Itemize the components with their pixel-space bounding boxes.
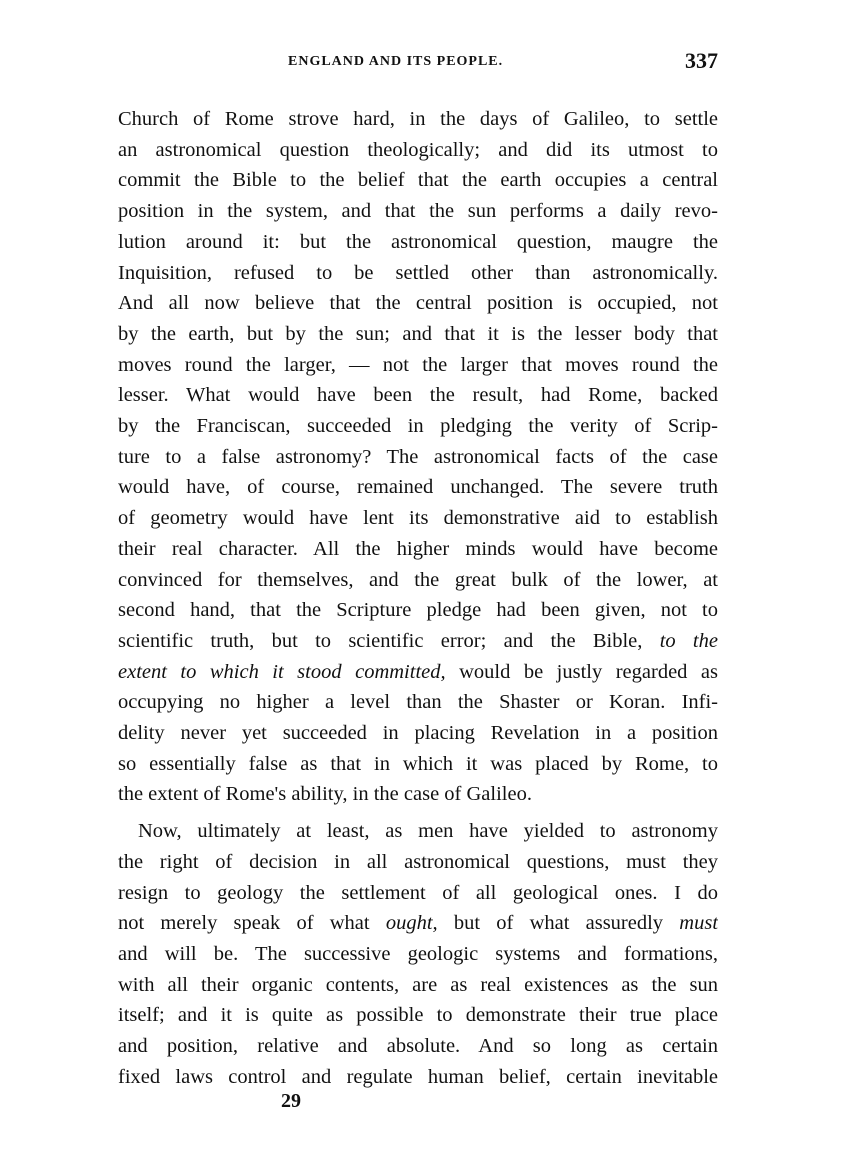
text-line <box>118 442 718 472</box>
text-run: would have, of course, remained unchanged. The severe truth <box>118 476 718 499</box>
text-run: Inquisition, refused to be settled other than astronomically. <box>118 261 718 284</box>
text-line <box>118 350 718 380</box>
text-line <box>118 319 718 349</box>
page-number: 337 <box>685 48 718 73</box>
text-run: an astronomical question theologically; and did its utmost to <box>118 138 718 161</box>
italic-text: to the <box>659 629 718 652</box>
text-line <box>118 104 718 134</box>
text-run: the right of decision in all astronomical questions, must they <box>118 850 718 873</box>
text-run: resign to geology the settlement of all geological ones. I do <box>118 881 718 904</box>
text-line <box>118 196 718 226</box>
text-run: not merely speak of what <box>118 912 386 935</box>
text-run: ture to a false astronomy? The astronomical facts of the case <box>118 445 718 468</box>
text-line <box>118 779 718 809</box>
text-line <box>118 534 718 564</box>
text-line <box>118 472 718 502</box>
text-run: Church of Rome strove hard, in the days of Galileo, to settle <box>118 108 718 130</box>
text-line <box>118 847 718 877</box>
text-line <box>118 380 718 410</box>
text-run: moves round the larger, — not the larger that moves round the <box>118 353 718 376</box>
text-line <box>118 411 718 441</box>
text-run: so essentially false as that in which it was placed by Rome, to <box>118 752 718 775</box>
text-line <box>118 939 718 969</box>
text-line <box>118 288 718 318</box>
text-run: their real character. All the higher minds would have become <box>118 537 718 560</box>
text-line <box>118 878 718 908</box>
text-line <box>118 227 718 257</box>
text-run: occupying no higher a level than the Shaster or Koran. Infi- <box>118 691 718 714</box>
text-run: and position, relative and absolute. And so long as certain <box>118 1035 718 1057</box>
text-line <box>118 503 718 533</box>
text-run: commit the Bible to the belief that the earth occupies a central <box>118 169 718 192</box>
text-run: fixed laws control and regulate human belief, certain inevitable <box>118 1065 718 1088</box>
text-run: and will be. The successive geologic systems and formations, <box>118 942 718 965</box>
text-line <box>118 718 718 748</box>
running-title: ENGLAND AND ITS PEOPLE. <box>288 54 504 69</box>
text-run: And all now believe that the central position is occupied, not <box>118 292 718 315</box>
italic-text: extent to which it stood committed, <box>118 660 446 683</box>
text-line <box>118 1062 718 1092</box>
text-run: with all their organic contents, are as real existences as the sun <box>118 973 718 996</box>
text-line <box>118 165 718 195</box>
text-line <box>118 970 718 1000</box>
text-run: of geometry would have lent its demonstrative aid to establish <box>118 507 718 530</box>
text-run: position in the system, and that the sun performs a daily revo- <box>118 200 718 223</box>
text-line <box>118 258 718 288</box>
text-line <box>118 1000 718 1030</box>
text-run: second hand, that the Scripture pledge had been given, not to <box>118 599 718 622</box>
text-line <box>118 749 718 779</box>
text-line <box>118 657 718 687</box>
text-run: Now, ultimately at least, as men have yielded to astronomy <box>138 820 718 843</box>
text-line <box>118 626 718 656</box>
text-line <box>118 135 718 165</box>
text-run: delity never yet succeeded in placing Revelation in a position <box>118 722 718 744</box>
text-run: by the Franciscan, succeeded in pledging the verity of Scrip- <box>118 415 718 437</box>
text-run: would be justly regarded as <box>445 660 718 683</box>
text-run: convinced for themselves, and the great bulk of the lower, at <box>118 568 718 591</box>
signature-mark: 29 <box>281 1090 301 1112</box>
italic-text: ought, <box>385 912 438 935</box>
text-line <box>118 816 718 846</box>
text-line <box>118 687 718 717</box>
italic-text: must <box>679 912 718 935</box>
text-run: but of what assuredly <box>437 912 680 935</box>
text-line <box>118 595 718 625</box>
text-run: lesser. What would have been the result, had Rome, backed <box>118 384 718 407</box>
text-run: scientific truth, but to scientific error; and the Bible, <box>118 629 660 652</box>
text-run: the extent of Rome's ability, in the case of Galileo. <box>118 783 532 806</box>
text-run: lution around it: but the astronomical question, maugre the <box>118 230 718 253</box>
text-line <box>118 908 718 938</box>
text-line <box>118 1031 718 1061</box>
text-run: itself; and it is quite as possible to demonstrate their true place <box>118 1004 718 1027</box>
text-run: by the earth, but by the sun; and that it is the lesser body that <box>118 322 718 345</box>
page-header <box>118 48 718 78</box>
text-line <box>118 565 718 595</box>
